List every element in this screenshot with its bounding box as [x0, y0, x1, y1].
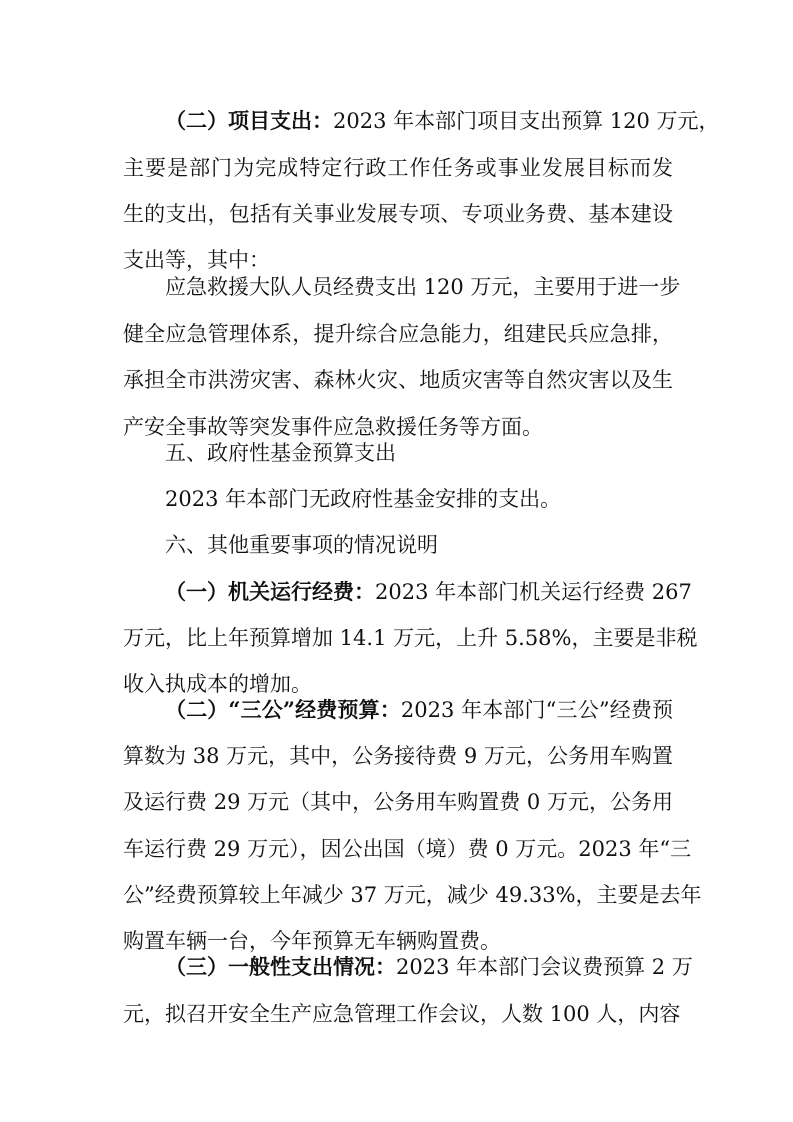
operation-line-1 [165, 572, 692, 612]
rescue-line-1: 应急救援大队人员经费支出 120 万元，主要用于进一步 [165, 275, 681, 299]
rescue-line-2: 健全应急管理体系，提升综合应急能力，组建民兵应急排， [123, 322, 673, 346]
project-expense-line-4: 支出等，其中： [123, 248, 270, 272]
project-expense-text: 2023 年本部门项目支出预算 120 万元， [333, 109, 720, 133]
three-public-line-3: 及运行费 29 万元（其中，公务用车购置费 0 万元，公务用 [123, 790, 673, 814]
three-public-line-4: 车运行费 29 万元），因公出国（境）费 0 万元。2023 年“三 [123, 837, 692, 861]
rescue-line-3: 承担全市洪涝灾害、森林火灾、地质灾害等自然灾害以及生 [123, 368, 673, 392]
general-line-2: 元，拟召开安全生产应急管理工作会议，人数 100 人，内容 [123, 1002, 681, 1026]
operation-label: （一）机关运行经费： [165, 579, 375, 604]
rescue-line-4: 产安全事故等突发事件应急救援任务等方面。 [123, 415, 543, 439]
general-line-1 [165, 947, 693, 987]
project-expense-line-2: 主要是部门为完成特定行政工作任务或事业发展目标而发 [123, 156, 673, 180]
three-public-line-5: 公”经费预算较上年减少 37 万元，减少 49.33%，主要是去年 [123, 883, 702, 907]
section-5-heading: 五、政府性基金预算支出 [165, 441, 396, 465]
section-5-text: 2023 年本部门无政府性基金安排的支出。 [165, 487, 562, 511]
three-public-line-2: 算数为 38 万元，其中，公务接待费 9 万元，公务用车购置 [123, 744, 673, 768]
operation-line-3: 收入执成本的增加。 [123, 672, 312, 696]
project-expense-line-1 [165, 101, 720, 141]
three-public-line-6: 购置车辆一台，今年预算无车辆购置费。 [123, 929, 501, 953]
general-label: （三）一般性支出情况： [165, 954, 396, 979]
project-expense-label: （二）项目支出： [165, 108, 333, 133]
three-public-label: （二）“三公”经费预算： [165, 697, 401, 722]
operation-text: 2023 年本部门机关运行经费 267 [375, 580, 692, 604]
operation-line-2: 万元，比上年预算增加 14.1 万元，上升 5.58%，主要是非税 [123, 626, 698, 650]
project-expense-line-3: 生的支出，包括有关事业发展专项、专项业务费、基本建设 [123, 202, 673, 226]
three-public-text: 2023 年本部门“三公”经费预 [400, 698, 673, 722]
section-6-heading: 六、其他重要事项的情况说明 [165, 533, 438, 557]
three-public-line-1 [165, 690, 673, 730]
general-text: 2023 年本部门会议费预算 2 万 [396, 955, 693, 979]
